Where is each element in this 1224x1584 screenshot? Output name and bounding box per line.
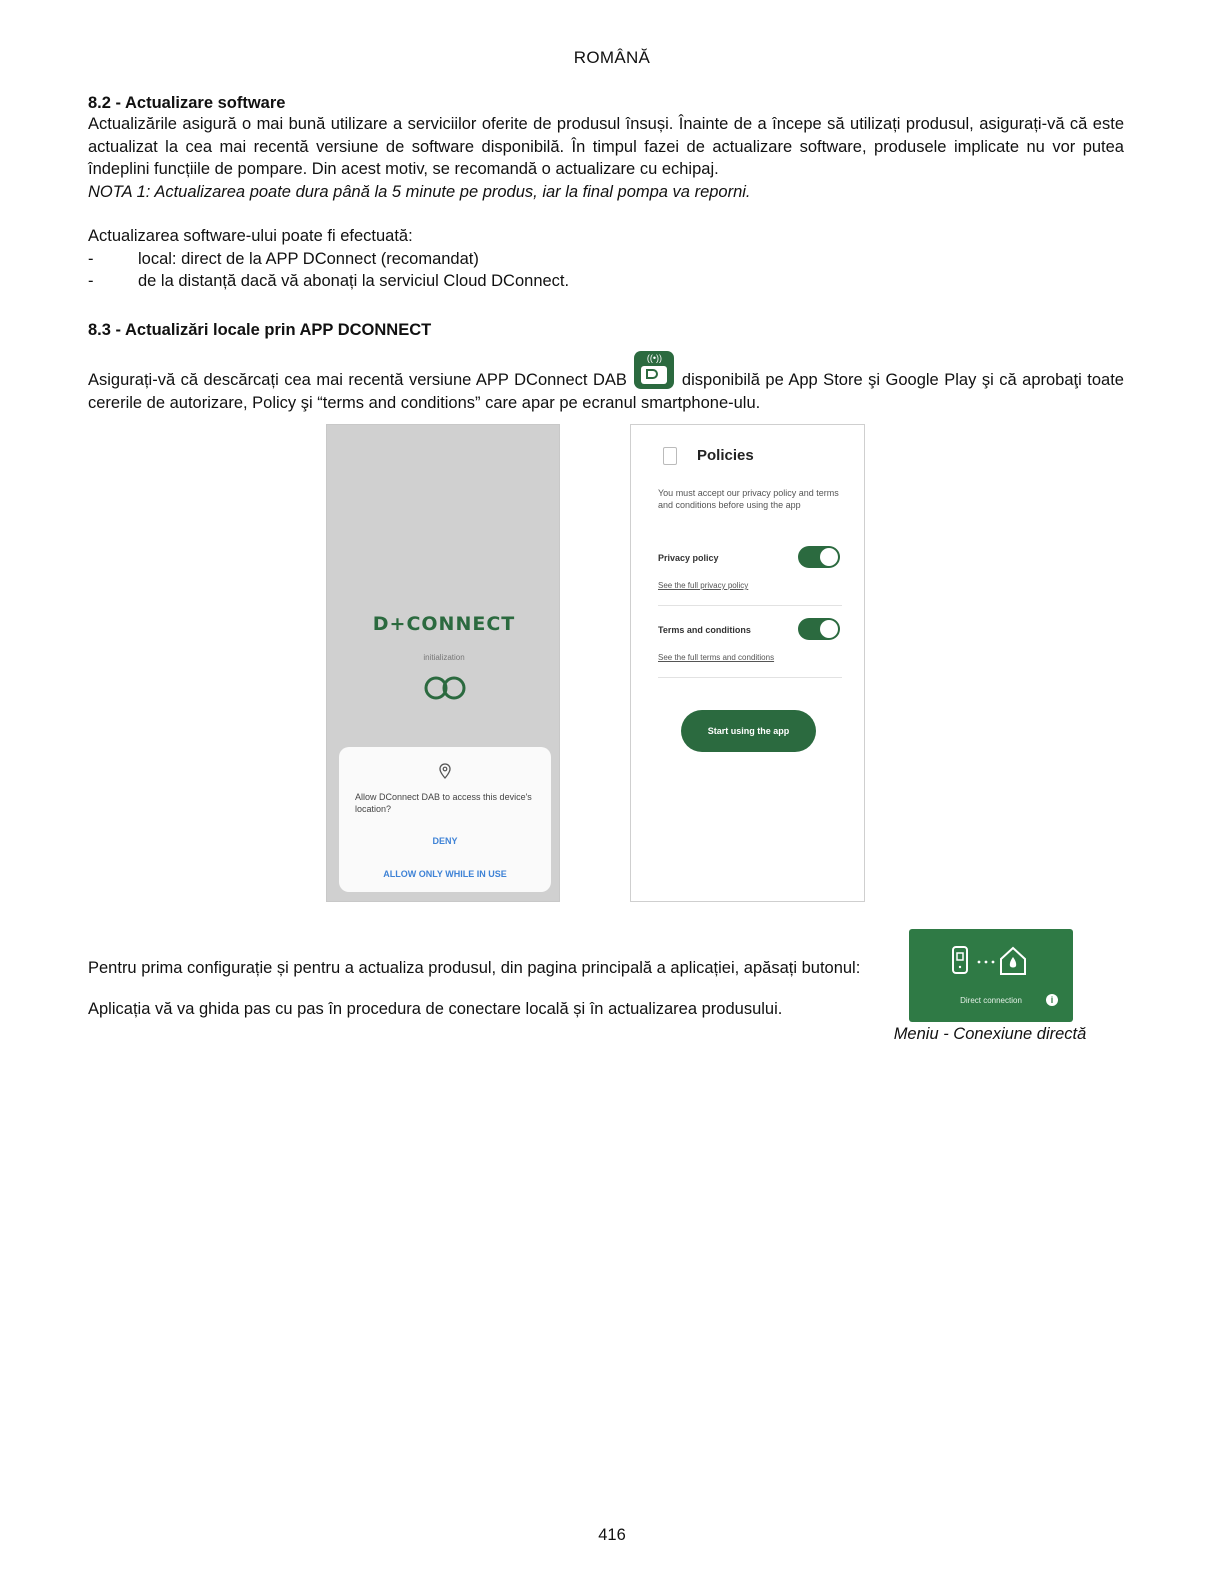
- policies-description: You must accept our privacy policy and terms and conditions before using the app: [658, 488, 839, 510]
- location-permission-dialog: [339, 747, 551, 892]
- wifi-icon: ((•)): [646, 353, 662, 363]
- location-pin-icon: [439, 763, 451, 779]
- allow-button[interactable]: ALLOW ONLY WHILE IN USE: [383, 869, 507, 879]
- start-using-app-button[interactable]: Start using the app: [681, 710, 816, 752]
- section-paragraph: Actualizările asigură o mai bună utilizare a serviciilor oferite de produsul însuși. Înainte de a începe să utilizați produsul, asigurați-vă că este actualizat la cea mai recentă versiune de software disponibilă. În timpul fazei de actualizare software, produsele implicate nu vor putea îndeplini funcțiile de pompare. Din acest motiv, se recomandă o actualizare cu echipaj.: [88, 115, 1124, 178]
- note: NOTA 1: Actualizarea poate dura până la 5 minute pe produs, iar la final pompa va reporni.: [88, 182, 751, 201]
- section-title: 8.2 - Actualizare software: [88, 94, 286, 112]
- clipboard-icon: [663, 447, 677, 465]
- menu-label: Direct connection: [960, 996, 1022, 1005]
- config-paragraph: Pentru prima configurație și pentru a actualiza produsul, din pagina principală a aplicației, apăsați butonul:: [88, 959, 861, 977]
- screenshot-policies: [630, 424, 865, 902]
- section-8-2: [88, 94, 1124, 293]
- section-paragraph: [88, 351, 1124, 414]
- section-title: 8.3 - Actualizări locale prin APP DCONNECT: [88, 321, 432, 339]
- update-methods-list: [88, 248, 1124, 293]
- dialog-text: Allow DConnect DAB to access this device's location?: [355, 792, 532, 814]
- guide-paragraph: Aplicația vă va ghida pas cu pas în procedura de conectare locală și în actualizarea produsului.: [88, 999, 783, 1018]
- paragraph-start: Asigurați-vă că descărcați cea mai recentă versiune APP DConnect DAB: [88, 371, 627, 389]
- divider: [658, 605, 842, 606]
- bottom-text: [88, 957, 868, 1020]
- policies-title: Policies: [697, 447, 754, 464]
- page-number: 416: [598, 1526, 626, 1544]
- paragraph-end: disponibilă pe App Store şi Google Play şi că aprobaţi toate cererile de autorizare, Policy şi “terms and conditions” care apar pe ecranul smartphone-ulu.: [88, 371, 1124, 412]
- update-intro: Actualizarea software-ului poate fi efectuată:: [88, 227, 413, 245]
- device-to-home-icon: [951, 944, 1031, 980]
- list-item: - de la distanță dacă vă abonați la serviciul Cloud DConnect.: [88, 270, 1124, 293]
- privacy-link[interactable]: See the full privacy policy: [658, 581, 749, 590]
- menu-caption: Meniu - Conexiune directă: [893, 1025, 1087, 1043]
- section-8-3: [88, 321, 1124, 414]
- language-header: ROMÂNĂ: [573, 48, 651, 67]
- info-icon[interactable]: i: [1046, 994, 1058, 1006]
- privacy-label: Privacy policy: [658, 553, 719, 563]
- direct-connection-menu-button[interactable]: [909, 929, 1073, 1022]
- screenshot-initialization: [326, 424, 560, 902]
- init-text: initialization: [423, 653, 465, 662]
- terms-link[interactable]: See the full terms and conditions: [658, 653, 775, 662]
- divider: [658, 677, 842, 678]
- terms-label: Terms and conditions: [658, 625, 751, 635]
- privacy-toggle[interactable]: [798, 546, 840, 568]
- deny-button[interactable]: DENY: [432, 836, 458, 846]
- d-logo-icon: [641, 366, 667, 384]
- loading-infinity-icon: [422, 673, 468, 703]
- dconnect-app-icon: [634, 351, 674, 389]
- list-item: - local: direct de la APP DConnect (recomandat): [88, 248, 1124, 271]
- terms-toggle[interactable]: [798, 618, 840, 640]
- dconnect-logo: D+CONNECT: [372, 613, 516, 635]
